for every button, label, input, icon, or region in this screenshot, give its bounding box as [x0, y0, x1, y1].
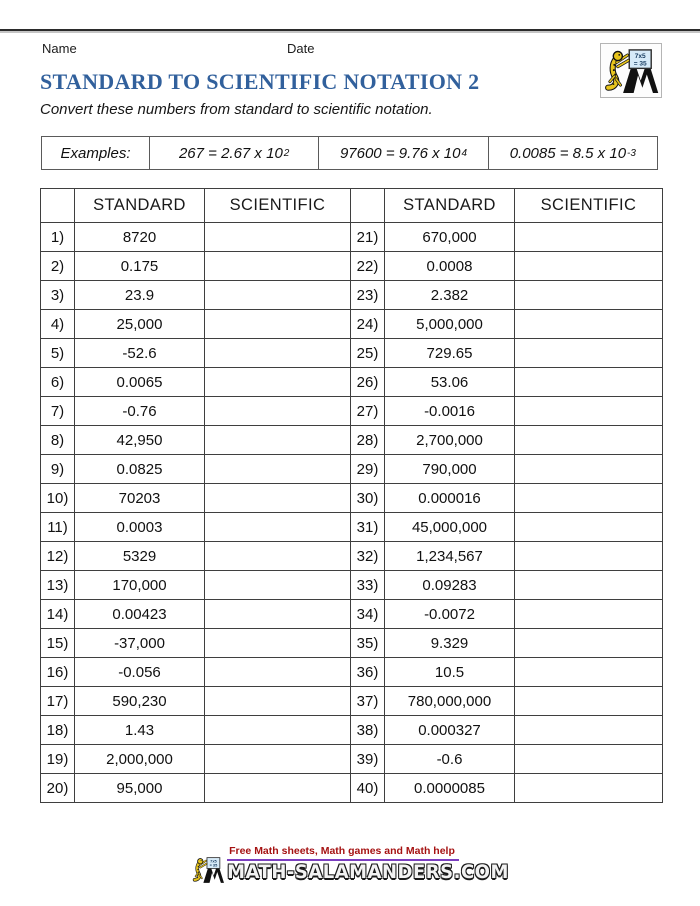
row-number-cell: 17) [41, 687, 75, 716]
row-number-cell: 3) [41, 281, 75, 310]
row-number-cell: 16) [41, 658, 75, 687]
row-number-cell: 4) [41, 310, 75, 339]
standard-value-cell: 42,950 [75, 426, 205, 455]
row-number-cell: 15) [41, 629, 75, 658]
table-header-row [41, 189, 663, 223]
standard-value-cell: 2,000,000 [75, 745, 205, 774]
math-salamanders-corner-logo [600, 43, 662, 98]
scientific-answer-cell [205, 658, 351, 687]
table-row [41, 600, 663, 629]
row-number-cell: 6) [41, 368, 75, 397]
table-row [41, 339, 663, 368]
standard-value-cell: 70203 [75, 484, 205, 513]
scientific-answer-cell [515, 716, 663, 745]
standard-value-cell: 0.000327 [385, 716, 515, 745]
instructions-text: Convert these numbers from standard to scientific notation. [40, 101, 433, 118]
scientific-answer-cell [205, 310, 351, 339]
salamander-easel-icon [191, 855, 225, 885]
scientific-answer-cell [205, 426, 351, 455]
table-row [41, 513, 663, 542]
conversion-table [40, 188, 663, 803]
row-number-cell: 36) [351, 658, 385, 687]
row-number-cell: 25) [351, 339, 385, 368]
row-number-cell: 8) [41, 426, 75, 455]
standard-value-cell: 1,234,567 [385, 542, 515, 571]
standard-value-cell: 729.65 [385, 339, 515, 368]
footer-wordmark: MATH-SALAMANDERS.COM [227, 861, 509, 884]
standard-value-cell: 0.00423 [75, 600, 205, 629]
row-number-cell: 29) [351, 455, 385, 484]
scientific-column-header: SCIENTIFIC [515, 189, 663, 223]
scientific-answer-cell [515, 426, 663, 455]
table-row [41, 774, 663, 803]
row-number-cell: 14) [41, 600, 75, 629]
table-row [41, 397, 663, 426]
row-number-cell: 21) [351, 223, 385, 252]
standard-value-cell: 0.09283 [385, 571, 515, 600]
table-row [41, 455, 663, 484]
row-number-cell: 19) [41, 745, 75, 774]
table-row [41, 716, 663, 745]
standard-value-cell: 23.9 [75, 281, 205, 310]
scientific-answer-cell [515, 484, 663, 513]
standard-column-header: STANDARD [75, 189, 205, 223]
standard-value-cell: 1.43 [75, 716, 205, 745]
standard-value-cell: -0.056 [75, 658, 205, 687]
table-row [41, 310, 663, 339]
standard-value-cell: 10.5 [385, 658, 515, 687]
scientific-answer-cell [515, 542, 663, 571]
table-row [41, 571, 663, 600]
scientific-answer-cell [205, 397, 351, 426]
standard-value-cell: 0.0008 [385, 252, 515, 281]
table-row [41, 745, 663, 774]
scientific-answer-cell [515, 600, 663, 629]
scientific-answer-cell [205, 513, 351, 542]
standard-value-cell: 5329 [75, 542, 205, 571]
standard-value-cell: -37,000 [75, 629, 205, 658]
standard-value-cell: 0.0003 [75, 513, 205, 542]
scientific-answer-cell [205, 484, 351, 513]
row-number-header [41, 189, 75, 223]
scientific-answer-cell [205, 252, 351, 281]
standard-value-cell: 9.329 [385, 629, 515, 658]
scientific-answer-cell [205, 600, 351, 629]
row-number-cell: 5) [41, 339, 75, 368]
row-number-cell: 1) [41, 223, 75, 252]
scientific-answer-cell [515, 571, 663, 600]
example-item: 0.0085 = 8.5 x 10 -3 [488, 137, 657, 169]
footer-tagline: Free Math sheets, Math games and Math help [227, 845, 459, 861]
scientific-answer-cell [515, 252, 663, 281]
example-item: 267 = 2.67 x 10 2 [149, 137, 318, 169]
scientific-answer-cell [515, 455, 663, 484]
top-divider-line [0, 29, 700, 31]
standard-value-cell: -0.0072 [385, 600, 515, 629]
scientific-answer-cell [515, 629, 663, 658]
row-number-cell: 35) [351, 629, 385, 658]
row-number-cell: 7) [41, 397, 75, 426]
standard-value-cell: 5,000,000 [385, 310, 515, 339]
scientific-answer-cell [205, 281, 351, 310]
standard-value-cell: 2,700,000 [385, 426, 515, 455]
standard-value-cell: 780,000,000 [385, 687, 515, 716]
scientific-answer-cell [515, 281, 663, 310]
standard-value-cell: 0.175 [75, 252, 205, 281]
standard-value-cell: -0.0016 [385, 397, 515, 426]
standard-column-header: STANDARD [385, 189, 515, 223]
scientific-column-header: SCIENTIFIC [205, 189, 351, 223]
row-number-cell: 13) [41, 571, 75, 600]
standard-value-cell: 790,000 [385, 455, 515, 484]
standard-value-cell: 170,000 [75, 571, 205, 600]
row-number-cell: 30) [351, 484, 385, 513]
row-number-cell: 10) [41, 484, 75, 513]
standard-value-cell: 0.0825 [75, 455, 205, 484]
table-row [41, 368, 663, 397]
scientific-answer-cell [515, 339, 663, 368]
row-number-cell: 26) [351, 368, 385, 397]
table-row [41, 252, 663, 281]
scientific-answer-cell [205, 745, 351, 774]
table-row [41, 629, 663, 658]
standard-value-cell: 8720 [75, 223, 205, 252]
footer-branding [0, 845, 700, 883]
standard-value-cell: 53.06 [385, 368, 515, 397]
row-number-cell: 18) [41, 716, 75, 745]
standard-value-cell: -52.6 [75, 339, 205, 368]
standard-value-cell: 590,230 [75, 687, 205, 716]
row-number-cell: 37) [351, 687, 385, 716]
table-row [41, 687, 663, 716]
scientific-answer-cell [515, 397, 663, 426]
row-number-cell: 33) [351, 571, 385, 600]
table-row [41, 658, 663, 687]
row-number-cell: 39) [351, 745, 385, 774]
salamander-easel-icon [602, 47, 660, 95]
scientific-answer-cell [205, 687, 351, 716]
scientific-answer-cell [205, 368, 351, 397]
footer-text-block [227, 845, 509, 883]
row-number-cell: 12) [41, 542, 75, 571]
name-field-label: Name [42, 41, 77, 56]
scientific-answer-cell [205, 716, 351, 745]
standard-value-cell: -0.6 [385, 745, 515, 774]
scientific-answer-cell [205, 571, 351, 600]
examples-label: Examples: [60, 144, 131, 162]
scientific-answer-cell [515, 687, 663, 716]
table-row [41, 426, 663, 455]
conversion-table-body [41, 223, 663, 803]
scientific-answer-cell [515, 368, 663, 397]
scientific-answer-cell [205, 629, 351, 658]
table-row [41, 542, 663, 571]
scientific-answer-cell [515, 310, 663, 339]
table-row [41, 223, 663, 252]
scientific-answer-cell [515, 513, 663, 542]
scientific-answer-cell [205, 774, 351, 803]
standard-value-cell: 95,000 [75, 774, 205, 803]
row-number-cell: 2) [41, 252, 75, 281]
scientific-answer-cell [515, 658, 663, 687]
row-number-cell: 34) [351, 600, 385, 629]
row-number-cell: 38) [351, 716, 385, 745]
row-number-cell: 32) [351, 542, 385, 571]
scientific-answer-cell [205, 339, 351, 368]
scientific-answer-cell [515, 745, 663, 774]
standard-value-cell: -0.76 [75, 397, 205, 426]
example-item: 97600 = 9.76 x 10 4 [318, 137, 487, 169]
standard-value-cell: 670,000 [385, 223, 515, 252]
row-number-cell: 22) [351, 252, 385, 281]
row-number-cell: 11) [41, 513, 75, 542]
row-number-cell: 23) [351, 281, 385, 310]
row-number-cell: 40) [351, 774, 385, 803]
standard-value-cell: 0.000016 [385, 484, 515, 513]
scientific-answer-cell [205, 542, 351, 571]
standard-value-cell: 0.0065 [75, 368, 205, 397]
row-number-cell: 9) [41, 455, 75, 484]
standard-value-cell: 0.0000085 [385, 774, 515, 803]
standard-value-cell: 45,000,000 [385, 513, 515, 542]
scientific-answer-cell [205, 223, 351, 252]
standard-value-cell: 25,000 [75, 310, 205, 339]
row-number-cell: 28) [351, 426, 385, 455]
row-number-cell: 20) [41, 774, 75, 803]
scientific-answer-cell [515, 223, 663, 252]
date-field-label: Date [287, 41, 315, 56]
row-number-header [351, 189, 385, 223]
scientific-answer-cell [205, 455, 351, 484]
row-number-cell: 31) [351, 513, 385, 542]
row-number-cell: 27) [351, 397, 385, 426]
examples-box [41, 136, 658, 170]
row-number-cell: 24) [351, 310, 385, 339]
scientific-answer-cell [515, 774, 663, 803]
table-row [41, 484, 663, 513]
page-title: STANDARD TO SCIENTIFIC NOTATION 2 [40, 69, 480, 94]
standard-value-cell: 2.382 [385, 281, 515, 310]
table-row [41, 281, 663, 310]
